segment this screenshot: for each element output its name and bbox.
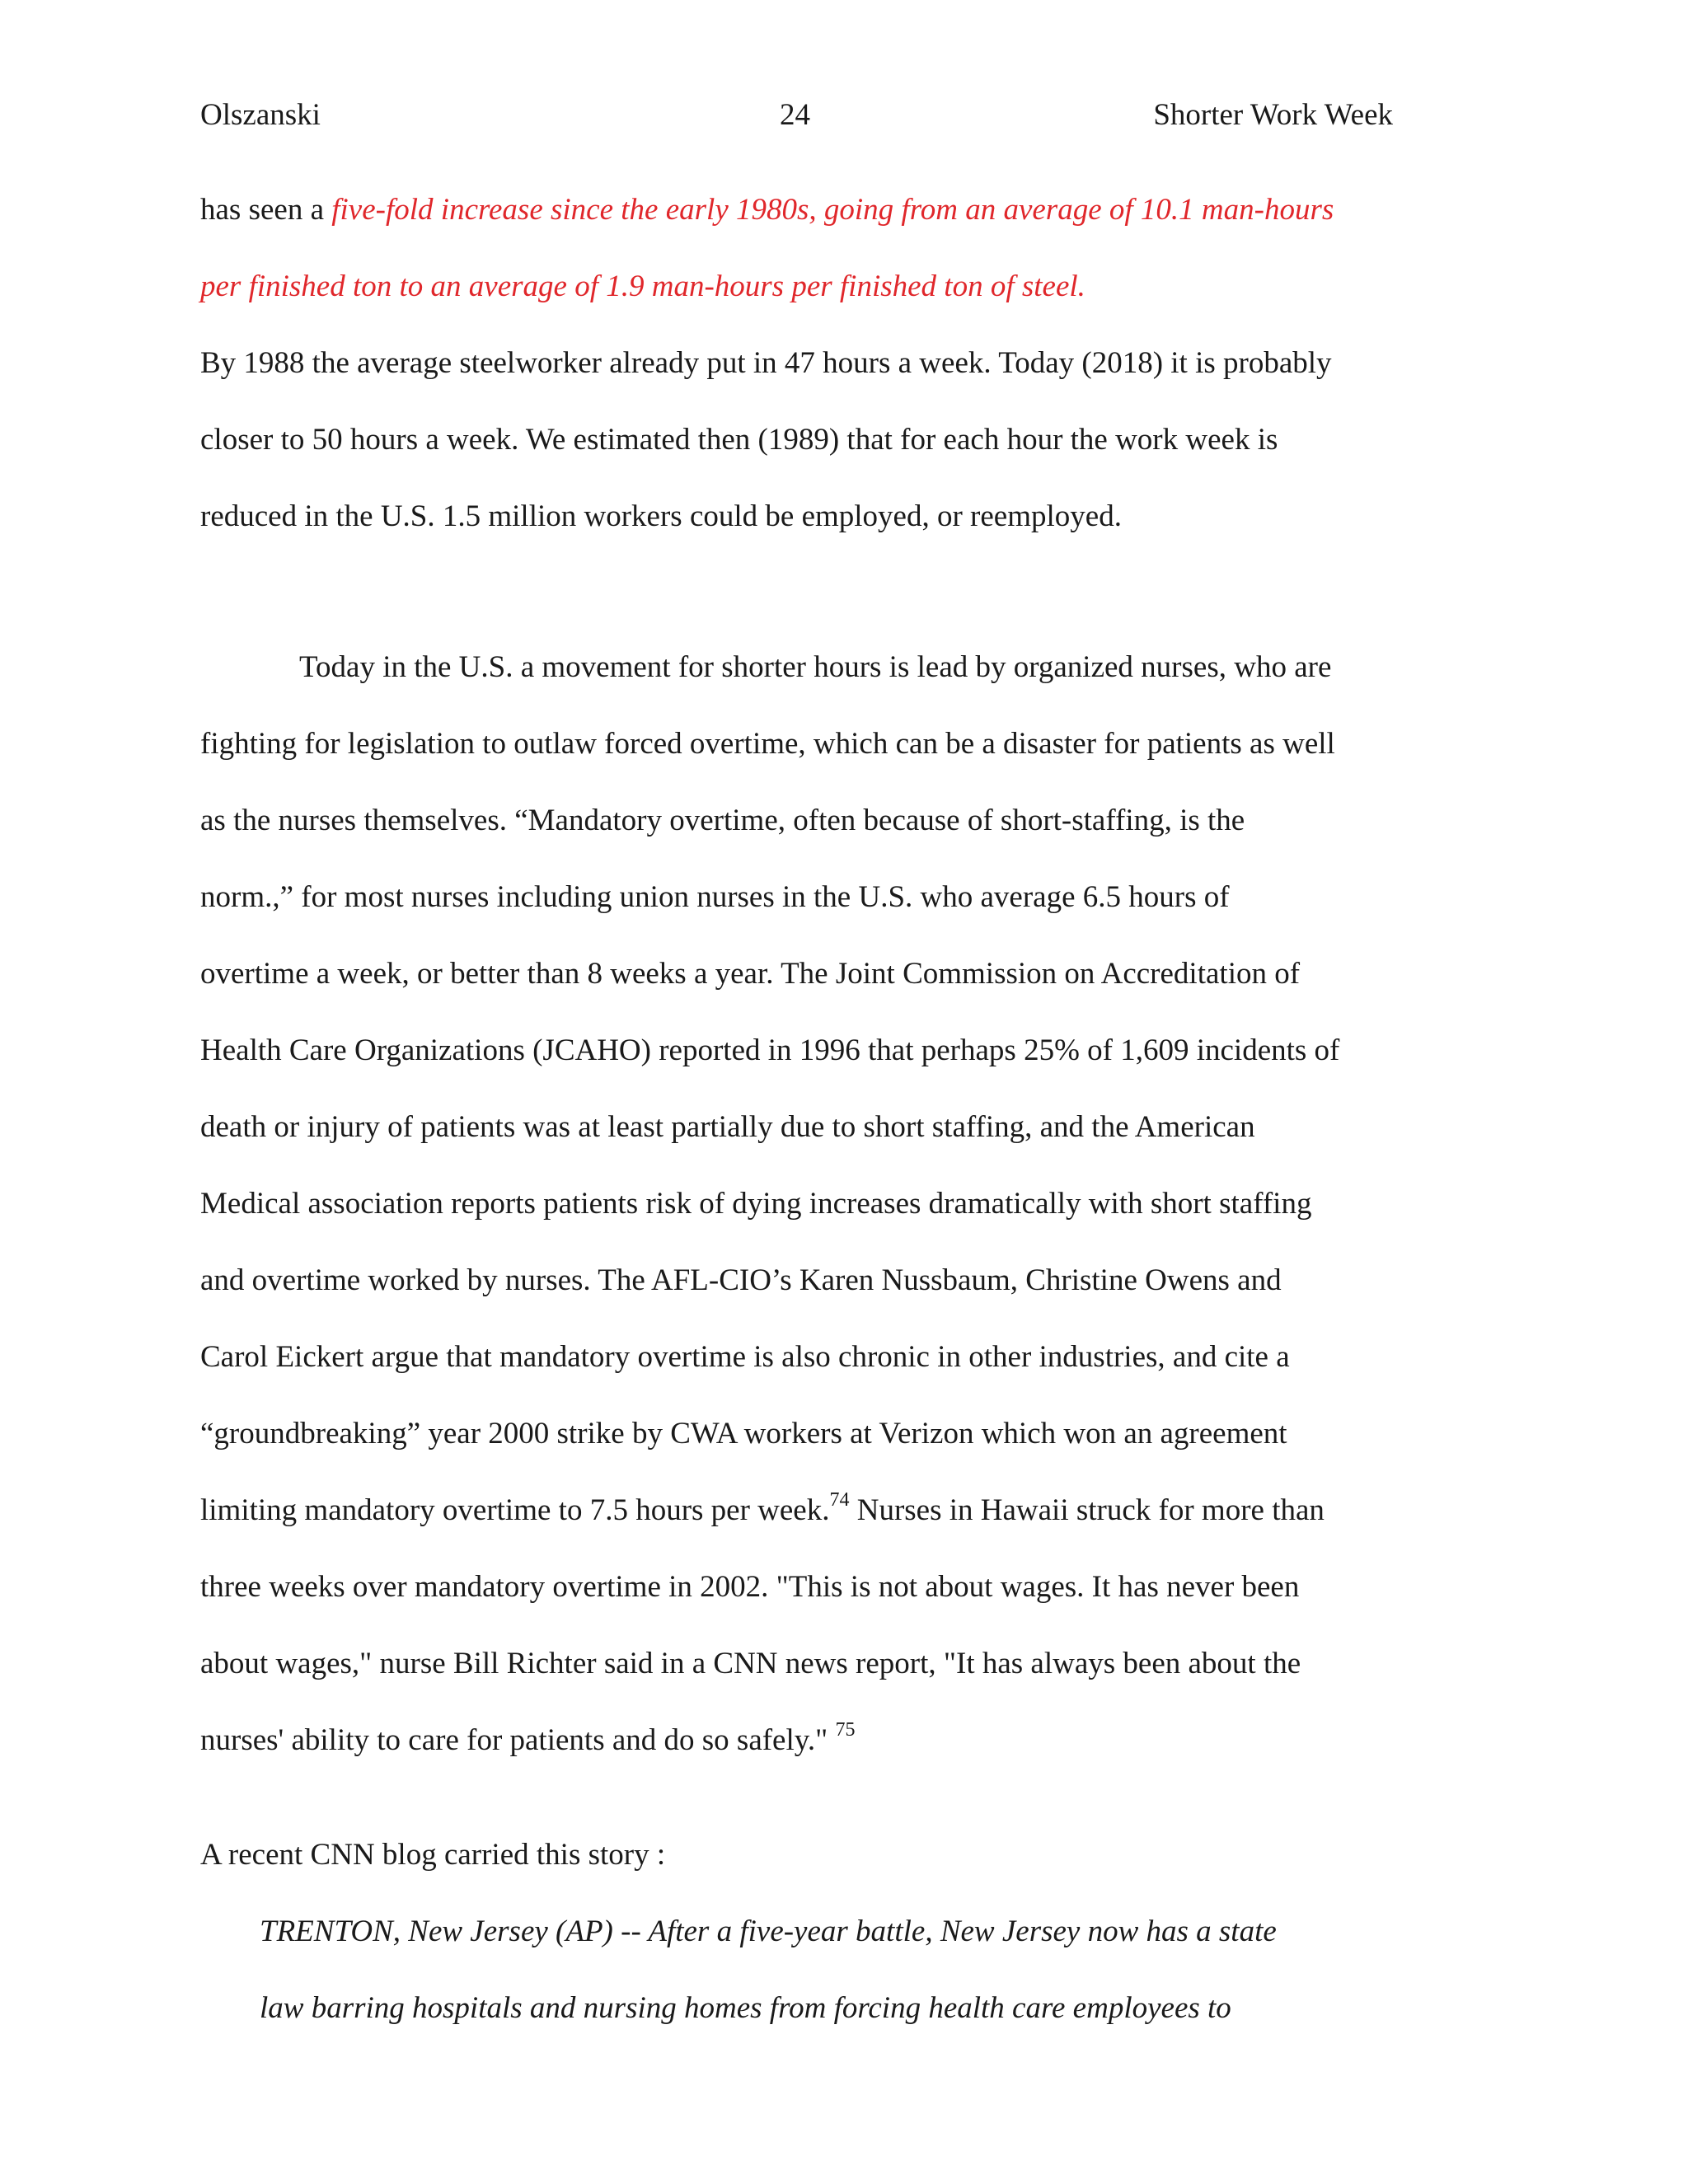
text-line: norm.,” for most nurses including union nurses in the U.S. who average 6.5 hours of xyxy=(200,880,1230,914)
body-text xyxy=(200,171,1453,2046)
page-header xyxy=(200,97,1393,138)
paragraph-gap xyxy=(200,555,1453,629)
block-quote-line: law barring hospitals and nursing homes from forcing health care employees to xyxy=(260,1991,1231,2025)
text-line: three weeks over mandatory overtime in 2002. "This is not about wages. It has never been xyxy=(200,1570,1300,1604)
text-line xyxy=(200,171,1453,248)
text-line: about wages," nurse Bill Richter said in a CNN news report, "It has always been about the xyxy=(200,1647,1301,1680)
text-span: has seen a xyxy=(200,193,332,227)
paragraph-gap xyxy=(200,1779,1453,1816)
text-line: fighting for legislation to outlaw forced overtime, which can be a disaster for patients as well xyxy=(200,727,1335,761)
text-line: “groundbreaking” year 2000 strike by CWA workers at Verizon which won an agreement xyxy=(200,1417,1287,1451)
text-line: closer to 50 hours a week. We estimated then (1989) that for each hour the work week is xyxy=(200,423,1278,457)
text-line: death or injury of patients was at least partially due to short staffing, and the American xyxy=(200,1110,1255,1144)
text-line: reduced in the U.S. 1.5 million workers could be employed, or reemployed. xyxy=(200,499,1122,533)
text-line: Today in the U.S. a movement for shorter hours is lead by organized nurses, who are xyxy=(299,650,1332,684)
text-line: overtime a week, or better than 8 weeks a year. The Joint Commission on Accreditation of xyxy=(200,957,1301,991)
text-line: Medical association reports patients risk of dying increases dramatically with short staffing xyxy=(200,1187,1312,1221)
text-span: Nurses in Hawaii struck for more than xyxy=(849,1493,1325,1527)
text-span: limiting mandatory overtime to 7.5 hours per week. xyxy=(200,1493,830,1527)
footnote-ref-74[interactable]: 74 xyxy=(829,1489,850,1511)
text-line: By 1988 the average steelworker already put in 47 hours a week. Today (2018) it is probably xyxy=(200,346,1332,380)
text-line xyxy=(200,1472,1453,1549)
text-line: Carol Eickert argue that mandatory overtime is also chronic in other industries, and cite a xyxy=(200,1340,1290,1374)
header-author: Olszanski xyxy=(200,98,321,132)
footnote-ref-75[interactable]: 75 xyxy=(835,1719,856,1741)
text-line: Health Care Organizations (JCAHO) reported in 1996 that perhaps 25% of 1,609 incidents of xyxy=(200,1033,1340,1067)
text-line: as the nurses themselves. “Mandatory overtime, often because of short-staffing, is the xyxy=(200,804,1245,837)
highlighted-text: five-fold increase since the early 1980s, going from an average of 10.1 man-hours xyxy=(331,193,1334,227)
header-title: Shorter Work Week xyxy=(1153,98,1393,132)
text-line: A recent CNN blog carried this story : xyxy=(200,1838,666,1872)
text-line: and overtime worked by nurses. The AFL-CIO’s Karen Nussbaum, Christine Owens and xyxy=(200,1263,1282,1297)
page-number: 24 xyxy=(780,98,810,132)
text-span: nurses' ability to care for patients and do so safely." xyxy=(200,1723,836,1757)
block-quote-line: TRENTON, New Jersey (AP) -- After a five-year battle, New Jersey now has a state xyxy=(260,1915,1277,1948)
highlighted-text: per finished ton to an average of 1.9 man-hours per finished ton of steel. xyxy=(200,269,1085,303)
text-line xyxy=(200,1702,1453,1779)
